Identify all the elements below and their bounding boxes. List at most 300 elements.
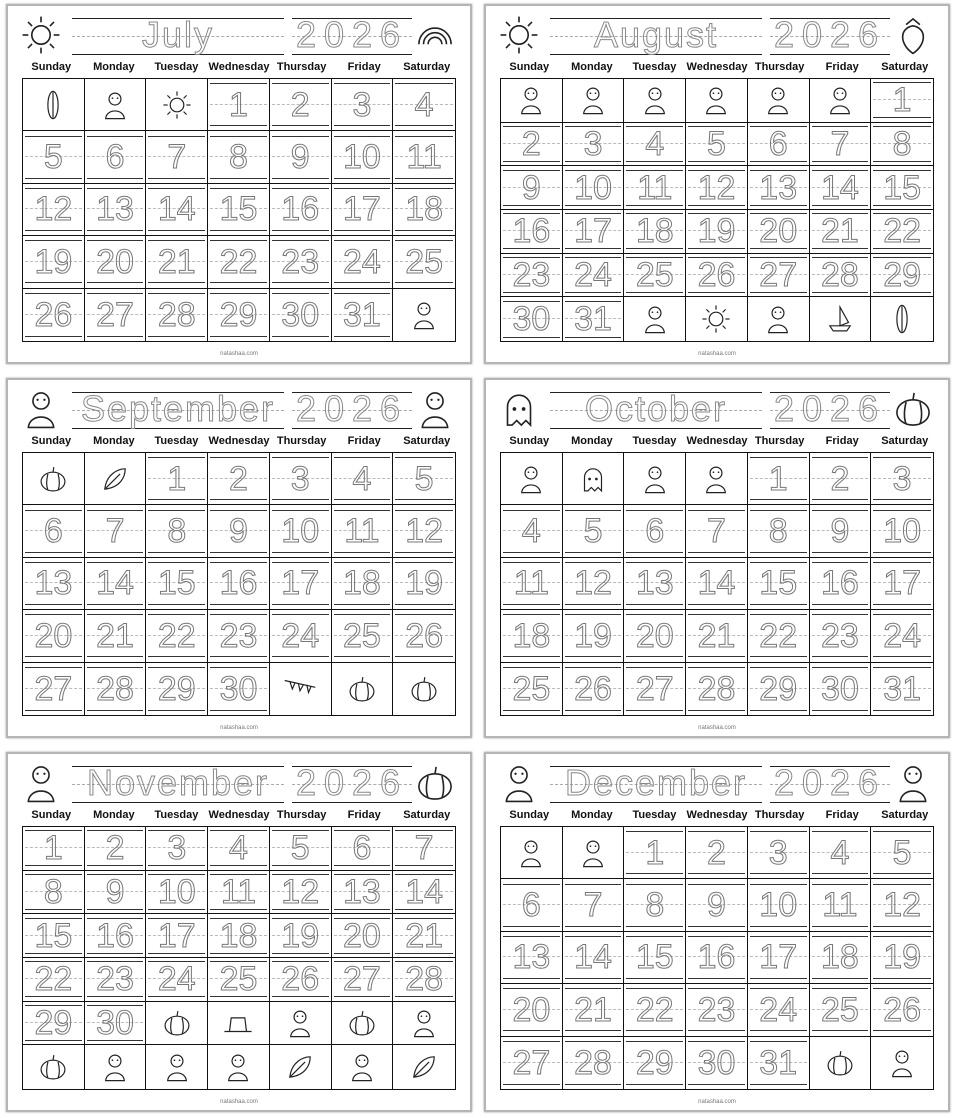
traceable-day-number: 29 [635,1043,674,1082]
traceable-day-number: 17 [759,938,798,977]
day-cell [332,79,394,131]
weekday-label: Monday [571,435,613,447]
day-cell [624,610,686,662]
sailboat-icon [823,302,857,336]
day-cell [85,610,147,662]
day-cell [208,505,270,557]
day-cell [748,123,810,167]
day-cell [85,236,147,288]
day-cell [23,827,85,871]
flip-flops-icon [823,83,857,117]
day-cell [686,932,748,984]
weekday-label: Monday [93,809,135,821]
traceable-day-number: 25 [821,990,859,1029]
picture-cell [686,297,748,341]
traceable-day-number: 5 [290,829,310,868]
traceable-day-number: 24 [157,960,196,999]
day-cell [393,79,455,131]
traceable-day-number: 12 [574,564,612,603]
traceable-day-number: 13 [34,564,73,603]
weekday-label: Wednesday [686,61,748,73]
day-cell [332,505,394,557]
autumn-leaves-icon [98,462,132,496]
day-cell [563,210,625,254]
day-cell [208,453,270,505]
traceable-day-number: 31 [883,669,922,708]
traceable-day-number: 7 [105,512,125,551]
traceable-day-number: 12 [34,190,73,229]
traceable-day-number: 21 [821,212,859,251]
day-cell [393,558,455,610]
traceable-day-number: 29 [883,255,922,294]
traceable-day-number: 14 [821,168,859,207]
traceable-day-number: 21 [96,616,134,655]
day-cell [270,289,332,341]
traceable-day-number: 6 [352,829,372,868]
vampire-icon [638,462,672,496]
day-cell [146,184,208,236]
weekday-label: Friday [825,809,859,821]
day-cell [748,827,810,879]
day-cell [563,297,625,341]
acorns-icon [345,672,379,706]
harvest-basket-icon [283,1006,317,1040]
pie-icon [345,1006,379,1040]
day-cell [686,210,748,254]
traceable-day-number: 11 [220,872,257,911]
traceable-day-number: 15 [883,168,922,207]
day-cell [208,914,270,958]
picture-cell [393,289,455,341]
traceable-day-number: 12 [405,512,444,551]
day-cell [563,254,625,298]
day-cell [748,505,810,557]
traceable-day-number: 25 [405,242,444,281]
traceable-day-number: 12 [697,168,736,207]
traceable-day-number: 11 [344,512,380,551]
picture-cell [393,663,455,715]
traceable-day-number: 11 [637,168,673,207]
weekday-label: Wednesday [686,809,748,821]
traceable-day-number: 18 [512,616,551,655]
day-cell [686,827,748,879]
traceable-day-number: 27 [343,960,381,999]
day-cell [871,663,933,715]
traceable-day-number: 27 [759,255,798,294]
month-title [72,12,284,56]
traceable-day-number: 22 [34,960,73,999]
weekday-label: Thursday [276,61,327,73]
month-calendar-september [6,378,472,738]
day-grid [22,78,456,342]
month-calendar-july [6,4,472,364]
pumpkin-pie-icon [36,462,70,496]
day-cell [23,1002,85,1046]
traceable-day-number: 7 [707,512,726,551]
weekday-row [498,434,936,448]
traceable-day-number: 24 [883,616,922,655]
traceable-day-number: 9 [105,872,125,911]
calendar-header [492,384,942,434]
day-cell [332,558,394,610]
year-title [292,12,412,56]
traceable-day-number: 16 [96,916,134,955]
dragonfly-icon [638,302,672,336]
traceable-day-number: 22 [219,242,258,281]
traceable-day-number: 24 [281,616,320,655]
day-cell [871,505,933,557]
traceable-day-number: 23 [96,960,134,999]
day-cell [332,958,394,1002]
day-cell [810,210,872,254]
traceable-day-number: 26 [281,960,320,999]
day-cell [85,663,147,715]
weekday-label: Tuesday [632,61,677,73]
day-cell [85,958,147,1002]
weekday-label: Friday [347,435,381,447]
acorn-icon [407,672,441,706]
traceable-day-number: 9 [830,512,850,551]
calendar-header [492,10,942,60]
traceable-day-number: 13 [512,938,551,977]
day-cell [624,984,686,1036]
traceable-day-number: 15 [219,190,258,229]
traceable-day-number: 2 [830,459,850,498]
day-cell [563,123,625,167]
day-cell [624,558,686,610]
month-name: July [141,14,215,55]
month-calendar-october [484,378,950,738]
month-title [550,760,762,804]
weekday-label: Sunday [509,435,550,447]
day-cell [686,166,748,210]
strawberry-icon [890,12,936,58]
traceable-day-number: 19 [34,242,73,281]
ice-cream-skull-icon [699,462,733,496]
year-text: 2026 [295,14,409,55]
weekday-label: Saturday [403,435,451,447]
day-cell [146,663,208,715]
traceable-day-number: 25 [635,255,674,294]
weekday-label: Wednesday [686,435,748,447]
weekday-label: Sunday [31,61,72,73]
traceable-day-number: 16 [512,212,551,251]
traceable-day-number: 30 [697,1043,736,1082]
weekday-label: Sunday [31,809,72,821]
seashell-icon [761,302,795,336]
traceable-day-number: 29 [157,669,196,708]
picture-cell [270,1045,332,1089]
sun-cloud-icon [699,302,733,336]
day-cell [146,236,208,288]
traceable-day-number: 17 [281,564,320,603]
day-cell [624,505,686,557]
day-cell [23,663,85,715]
traceable-day-number: 23 [512,255,551,294]
dinosaur-pumpkin-icon [890,386,936,432]
traceable-day-number: 24 [759,990,798,1029]
picture-cell [332,1002,394,1046]
day-cell [748,610,810,662]
traceable-day-number: 6 [521,886,541,925]
traceable-day-number: 4 [414,85,434,124]
day-cell [332,871,394,915]
day-cell [85,827,147,871]
traceable-day-number: 5 [414,459,434,498]
traceable-day-number: 15 [635,938,674,977]
day-cell [624,663,686,715]
day-cell [810,984,872,1036]
candles-icon [98,1050,132,1084]
traceable-day-number: 16 [821,564,859,603]
day-cell [871,254,933,298]
day-cell [393,184,455,236]
traceable-day-number: 10 [883,512,922,551]
day-cell [624,879,686,931]
picture-cell [85,1045,147,1089]
day-cell [146,453,208,505]
day-cell [501,558,563,610]
day-cell [686,610,748,662]
traceable-day-number: 13 [759,168,798,207]
weekday-label: Thursday [754,809,805,821]
traceable-day-number: 4 [521,512,541,551]
day-cell [23,289,85,341]
month-calendar-december [484,752,950,1112]
traceable-day-number: 19 [883,938,922,977]
day-cell [624,166,686,210]
cornucopia-icon [221,1050,255,1084]
traceable-day-number: 2 [229,459,248,498]
day-cell [393,914,455,958]
day-cell [871,453,933,505]
day-cell [501,297,563,341]
traceable-day-number: 22 [883,212,922,251]
day-cell [270,871,332,915]
day-cell [208,131,270,183]
day-cell [23,610,85,662]
sunglasses-icon [160,88,194,122]
day-cell [501,932,563,984]
day-cell [501,663,563,715]
picture-cell [501,79,563,123]
traceable-day-number: 27 [635,669,674,708]
day-cell [563,879,625,931]
day-cell [686,1037,748,1089]
day-cell [563,932,625,984]
traceable-day-number: 30 [96,1003,134,1042]
picture-cell [146,79,208,131]
traceable-day-number: 25 [343,616,381,655]
traceable-day-number: 19 [697,212,736,251]
traceable-day-number: 9 [521,168,541,207]
picture-cell [146,1045,208,1089]
traceable-day-number: 1 [167,459,187,498]
traceable-day-number: 31 [759,1043,798,1082]
weekday-label: Sunday [31,435,72,447]
month-name: August [593,14,719,55]
traceable-day-number: 15 [34,916,73,955]
traceable-day-number: 10 [281,512,320,551]
weekday-label: Saturday [881,809,929,821]
day-cell [871,610,933,662]
day-cell [85,505,147,557]
maple-leaf-icon [283,1050,317,1084]
day-cell [393,871,455,915]
traceable-day-number: 24 [343,242,381,281]
weekday-row [20,60,458,74]
ghost-icon [576,462,610,496]
traceable-day-number: 3 [290,459,310,498]
traceable-day-number: 6 [645,512,665,551]
traceable-day-number: 14 [697,564,736,603]
traceable-day-number: 7 [414,829,434,868]
day-cell [393,505,455,557]
weekday-label: Saturday [403,61,451,73]
day-cell [393,236,455,288]
day-cell [624,827,686,879]
traceable-day-number: 19 [574,616,612,655]
picture-cell [270,663,332,715]
month-title [72,386,284,430]
traceable-day-number: 21 [697,616,736,655]
picture-cell [563,79,625,123]
weekday-label: Monday [93,61,135,73]
day-cell [871,984,933,1036]
day-cell [208,871,270,915]
picture-cell [563,453,625,505]
traceable-day-number: 6 [43,512,63,551]
traceable-day-number: 30 [219,669,258,708]
picture-cell [686,453,748,505]
footer-credit: natashaa.com [698,725,736,731]
picture-cell [810,79,872,123]
day-cell [23,958,85,1002]
day-cell [85,914,147,958]
traceable-day-number: 26 [34,295,73,334]
traceable-day-number: 20 [635,616,674,655]
weekday-label: Tuesday [154,435,199,447]
traceable-day-number: 18 [343,564,381,603]
day-cell [85,131,147,183]
day-cell [85,871,147,915]
weekday-label: Saturday [881,61,929,73]
year-title [770,12,890,56]
weekday-label: Tuesday [154,61,199,73]
day-cell [871,166,933,210]
day-cell [332,827,394,871]
day-grid [500,452,934,716]
weekday-row [498,60,936,74]
traceable-day-number: 1 [229,85,248,124]
weekday-label: Wednesday [208,809,270,821]
traceable-day-number: 3 [583,124,603,163]
day-cell [85,1002,147,1046]
month-calendar-august [484,4,950,364]
day-cell [146,610,208,662]
day-cell [686,123,748,167]
sun-hat-icon [496,12,542,58]
traceable-day-number: 16 [697,938,736,977]
day-cell [501,879,563,931]
traceable-day-number: 30 [512,300,551,339]
traceable-day-number: 11 [513,564,549,603]
day-cell [208,558,270,610]
traceable-day-number: 21 [574,990,612,1029]
traceable-day-number: 22 [759,616,798,655]
day-cell [686,984,748,1036]
traceable-day-number: 5 [707,124,726,163]
traceable-day-number: 23 [219,616,258,655]
day-cell [563,984,625,1036]
traceable-day-number: 17 [883,564,922,603]
traceable-day-number: 11 [822,886,858,925]
day-cell [332,131,394,183]
day-cell [146,505,208,557]
day-cell [748,453,810,505]
santa-icon [496,760,542,806]
mushroom-icon [412,386,458,432]
day-cell [810,879,872,931]
traceable-day-number: 6 [105,138,125,177]
palm-island-icon [407,298,441,332]
day-cell [748,558,810,610]
picture-cell [624,79,686,123]
traceable-day-number: 4 [229,829,248,868]
traceable-day-number: 28 [157,295,196,334]
year-text: 2026 [773,388,887,429]
traceable-day-number: 22 [157,616,196,655]
day-cell [501,1037,563,1089]
day-cell [501,254,563,298]
picture-cell [270,1002,332,1046]
day-cell [563,166,625,210]
day-cell [686,558,748,610]
day-cell [563,558,625,610]
picture-cell [23,453,85,505]
footer-credit: natashaa.com [220,725,258,731]
traceable-day-number: 15 [157,564,196,603]
day-cell [208,610,270,662]
traceable-day-number: 22 [635,990,674,1029]
day-cell [270,184,332,236]
traceable-day-number: 8 [43,872,63,911]
day-cell [748,1037,810,1089]
day-cell [393,453,455,505]
cactus-icon [699,83,733,117]
day-cell [810,166,872,210]
traceable-day-number: 8 [645,886,665,925]
day-cell [332,914,394,958]
traceable-day-number: 9 [707,886,726,925]
picture-cell [810,1037,872,1089]
picture-cell [393,1045,455,1089]
day-cell [23,184,85,236]
day-cell [686,254,748,298]
picture-cell [208,1045,270,1089]
day-cell [393,958,455,1002]
picture-cell [810,297,872,341]
traceable-day-number: 9 [229,512,248,551]
day-cell [270,453,332,505]
traceable-day-number: 4 [645,124,665,163]
butterfly-icon [98,88,132,122]
day-cell [871,827,933,879]
day-cell [23,914,85,958]
picture-cell [208,1002,270,1046]
weekday-label: Monday [571,809,613,821]
year-title [770,386,890,430]
